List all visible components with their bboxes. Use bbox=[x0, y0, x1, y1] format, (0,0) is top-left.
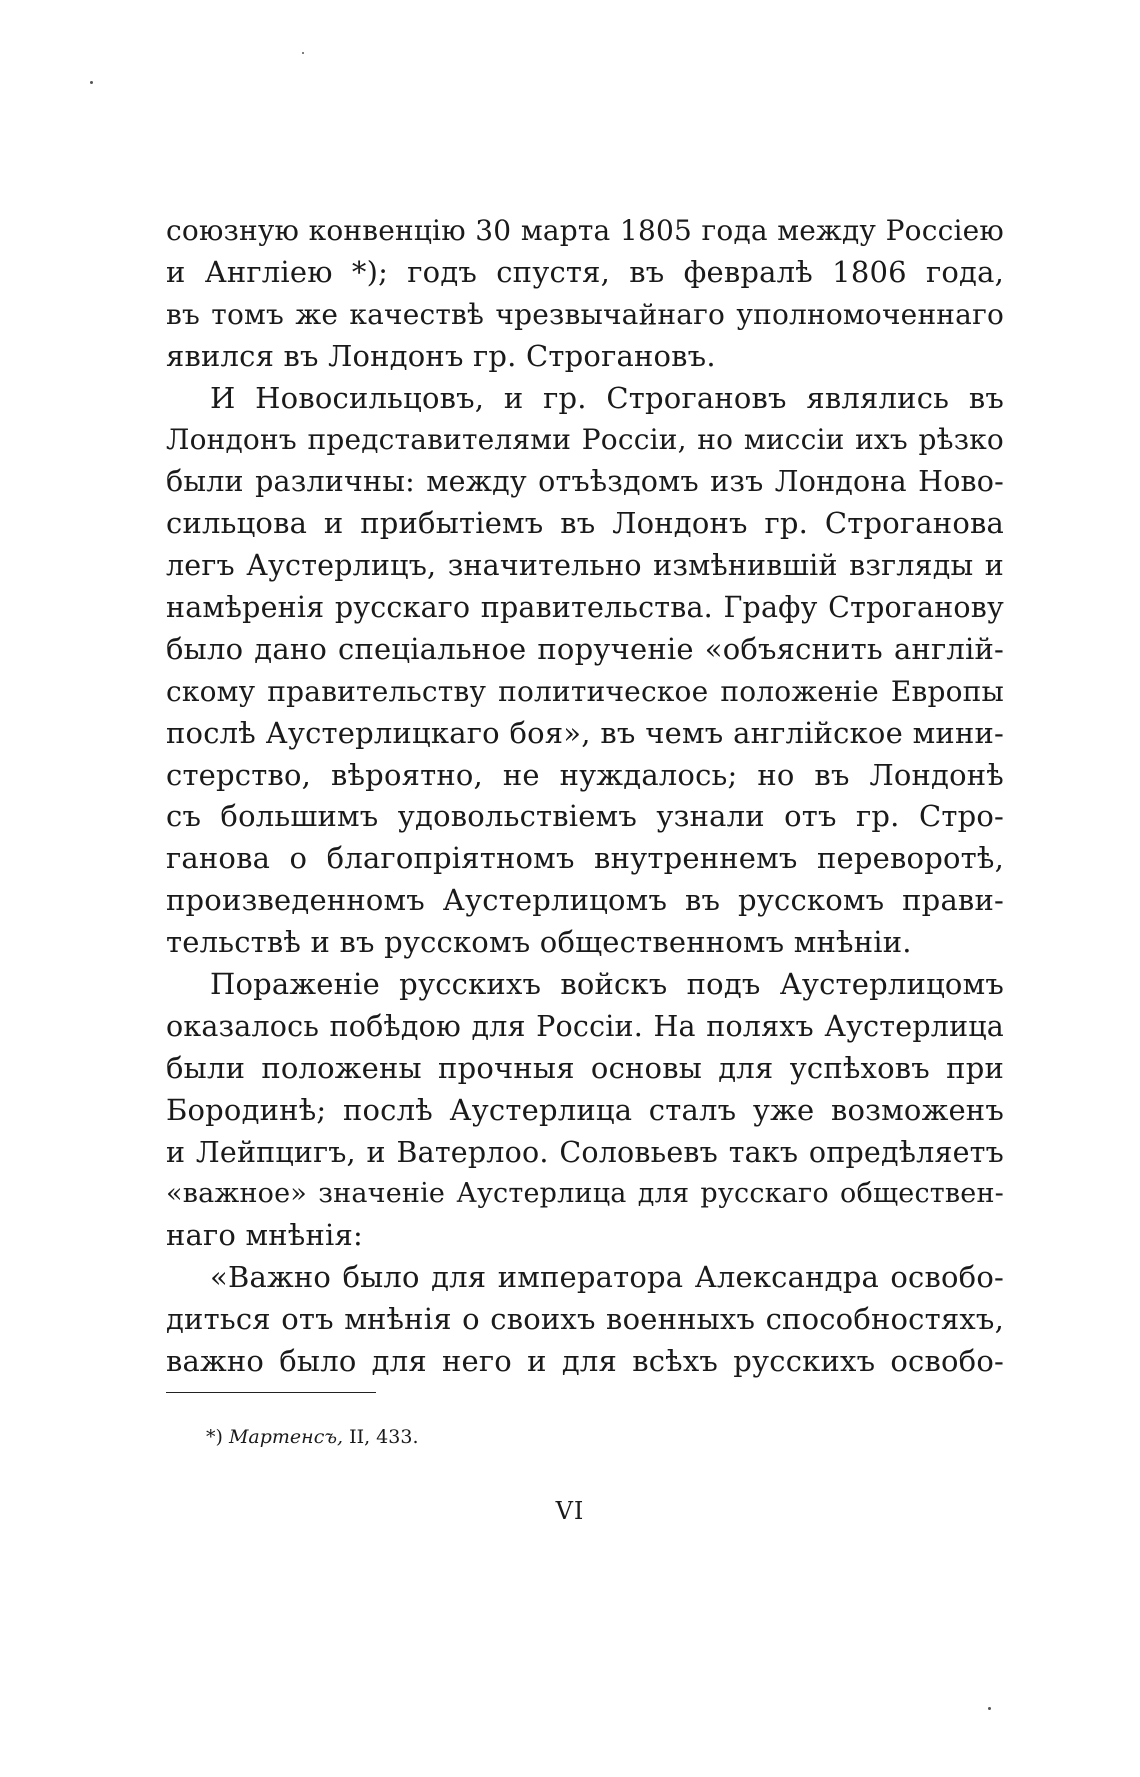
text-line: сильцова и прибытіемъ въ Лондонъ гр. Строганова bbox=[166, 506, 1004, 541]
text-line: были положены прочныя основы для успѣховъ при bbox=[166, 1050, 1004, 1085]
text-line: «Важно было для императора Александра освобо- bbox=[210, 1260, 1004, 1295]
dust-speck bbox=[988, 1707, 991, 1710]
text-line: важно было для него и для всѣхъ русскихъ освобо- bbox=[166, 1344, 1004, 1379]
text-line: и Лейпцигъ, и Ватерлоо. Соловьевъ такъ опредѣляетъ bbox=[166, 1135, 1004, 1169]
dust-speck bbox=[302, 52, 304, 54]
text-line: стерство, вѣроятно, не нуждалось; но въ Лондонѣ bbox=[166, 757, 1004, 792]
footnote-reference: II, 433. bbox=[349, 1426, 419, 1448]
text-line: были различны: между отъѣздомъ изъ Лондона Ново- bbox=[166, 465, 1004, 499]
text-line: съ большимъ удовольствіемъ узнали отъ гр. Стро- bbox=[166, 799, 1004, 834]
text-line: произведенномъ Аустерлицомъ въ русскомъ прави- bbox=[166, 883, 1004, 918]
text-line: было дано спеціальное порученіе «объяснить англій- bbox=[166, 631, 1004, 666]
footnote-marker: *) bbox=[206, 1426, 223, 1448]
text-line: диться отъ мнѣнія о своихъ военныхъ способностяхъ, bbox=[166, 1302, 1004, 1337]
footnote-separator bbox=[166, 1392, 376, 1393]
text-line: ганова о благопріятномъ внутреннемъ переворотѣ, bbox=[166, 841, 1004, 876]
text-line: явился въ Лондонъ гр. Строгановъ. bbox=[166, 338, 716, 373]
footnote-author: Мартенсъ, bbox=[228, 1426, 344, 1448]
body-text bbox=[166, 210, 1004, 1383]
text-line: «важное» значеніе Аустерлица для русскаго обществен- bbox=[166, 1178, 1004, 1210]
text-line: легъ Аустерлицъ, значительно измѣнившій взгляды и bbox=[166, 549, 1004, 583]
text-line: Пораженіе русскихъ войскъ подъ Аустерлицомъ bbox=[210, 967, 1004, 1002]
text-line: Лондонъ представителями Россіи, но миссіи ихъ рѣзко bbox=[166, 423, 1004, 457]
text-line: въ томъ же качествѣ чрезвычайнаго уполномоченнаго bbox=[166, 297, 1004, 331]
footnote bbox=[206, 1425, 419, 1449]
text-line: Бородинѣ; послѣ Аустерлица сталъ уже возможенъ bbox=[166, 1092, 1004, 1127]
text-line: скому правительству политическое положеніе Европы bbox=[166, 674, 1004, 708]
text-line: намѣренія русскаго правительства. Графу Строганову bbox=[166, 591, 1004, 625]
text-line: тельствѣ и въ русскомъ общественномъ мнѣніи. bbox=[166, 925, 912, 960]
text-line: послѣ Аустерлицкаго боя», въ чемъ англійское мини- bbox=[166, 715, 1004, 750]
text-line: оказалось побѣдою для Россіи. На поляхъ Аустерлица bbox=[166, 1009, 1004, 1043]
page-number: VI bbox=[555, 1497, 585, 1525]
text-line: И Новосильцовъ, и гр. Строгановъ являлись въ bbox=[210, 380, 1004, 415]
dust-speck bbox=[90, 81, 93, 84]
text-line: и Англіею *); годъ спустя, въ февралѣ 1806 года, bbox=[166, 254, 1004, 289]
text-line: союзную конвенцію 30 марта 1805 года между Россіею bbox=[166, 214, 1004, 247]
text-line: наго мнѣнія: bbox=[166, 1218, 363, 1253]
